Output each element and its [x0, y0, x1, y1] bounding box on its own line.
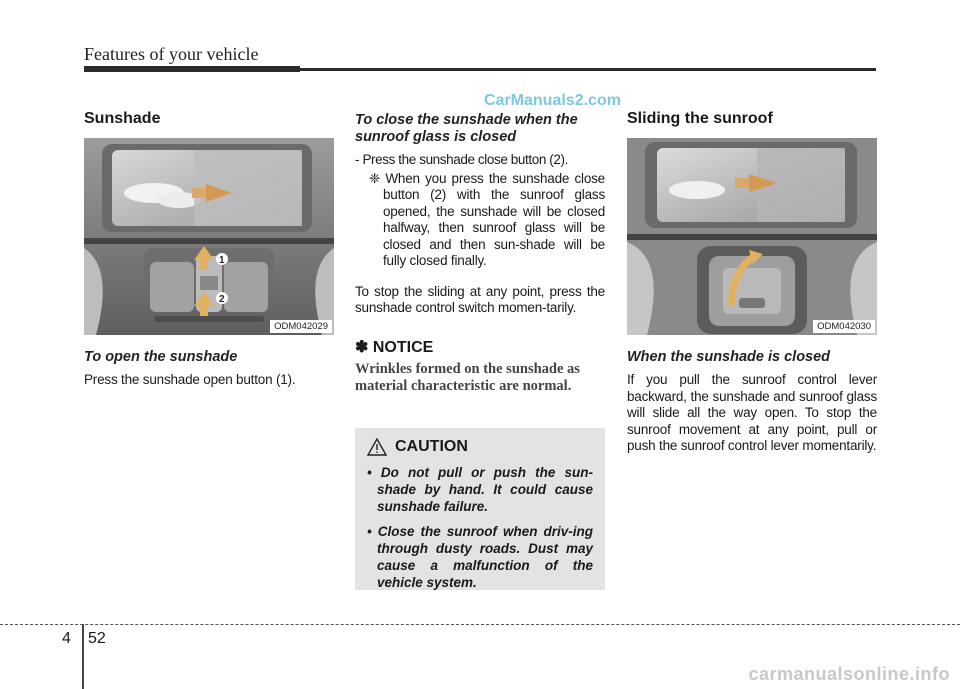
- sunroof-lever-illustration: [627, 138, 877, 335]
- header-rule: [84, 68, 876, 71]
- caution-header: [367, 438, 593, 456]
- section-heading-sunshade: Sunshade: [84, 110, 161, 127]
- footer-page-number: 52: [88, 630, 106, 647]
- figure-caption-2: ODM042030: [813, 320, 875, 333]
- column-sunshade: [84, 110, 334, 389]
- column-sliding-sunroof: [627, 110, 877, 455]
- watermark-bottom[interactable]: carmanualsonline.info: [748, 664, 950, 684]
- figure-label-1: 1: [219, 255, 225, 266]
- caution-title: CAUTION: [395, 438, 468, 455]
- subheading-close-sunshade: To close the sunshade when the sunroof glass is closed: [355, 112, 578, 145]
- footer-chapter-number: 4: [62, 630, 71, 647]
- sunshade-illustration: [84, 138, 334, 335]
- page-header-title: Features of your vehicle: [84, 44, 259, 64]
- figure-caption-1: ODM042029: [270, 320, 332, 333]
- figure-sunshade-console: [84, 138, 334, 335]
- footer-rule: [0, 624, 960, 625]
- warning-triangle-icon: [367, 438, 387, 456]
- notice-title: ✽ NOTICE: [355, 338, 434, 356]
- subheading-open-sunshade: To open the sunshade: [84, 349, 238, 365]
- column-close-sunshade: [355, 110, 605, 395]
- caution-box: [355, 428, 605, 590]
- body-stop-sliding: To stop the sliding at any point, press the sunshade control switch momen-tarily.: [355, 283, 605, 315]
- figure-label-2: 2: [219, 294, 225, 305]
- figure-sunroof-lever: [627, 138, 877, 335]
- body-sliding-sunroof: If you pull the sunroof control lever backward, the sunshade and sunroof glass will slide all the way open. To stop the sunroof movement at any point, pull or push the sunroof control lever momentarily.: [627, 372, 877, 453]
- step-close-button: - Press the sunshade close button (2).: [355, 152, 568, 167]
- note-close-behavior: ❈ When you press the sunshade close button (2) with the sunroof glass opened, the sunshade will be closed halfway, then sunroof glass will be closed and then sun-shade will be fully closed finally.: [369, 170, 605, 268]
- section-heading-sliding-sunroof: Sliding the sunroof: [627, 110, 773, 127]
- subheading-sunshade-closed: When the sunshade is closed: [627, 349, 831, 365]
- watermark-top[interactable]: CarManuals2.com: [484, 92, 621, 109]
- body-open-sunshade: Press the sunshade open button (1).: [84, 372, 296, 387]
- notice-text: Wrinkles formed on the sunshade as material characteristic are normal.: [355, 360, 580, 394]
- caution-item-2: • Close the sunroof when driv-ing through dusty roads. Dust may cause a malfunction of the vehicle system.: [367, 524, 593, 590]
- caution-item-1: • Do not pull or push the sun-shade by hand. It could cause sunshade failure.: [367, 465, 593, 514]
- footer-divider: [82, 624, 84, 689]
